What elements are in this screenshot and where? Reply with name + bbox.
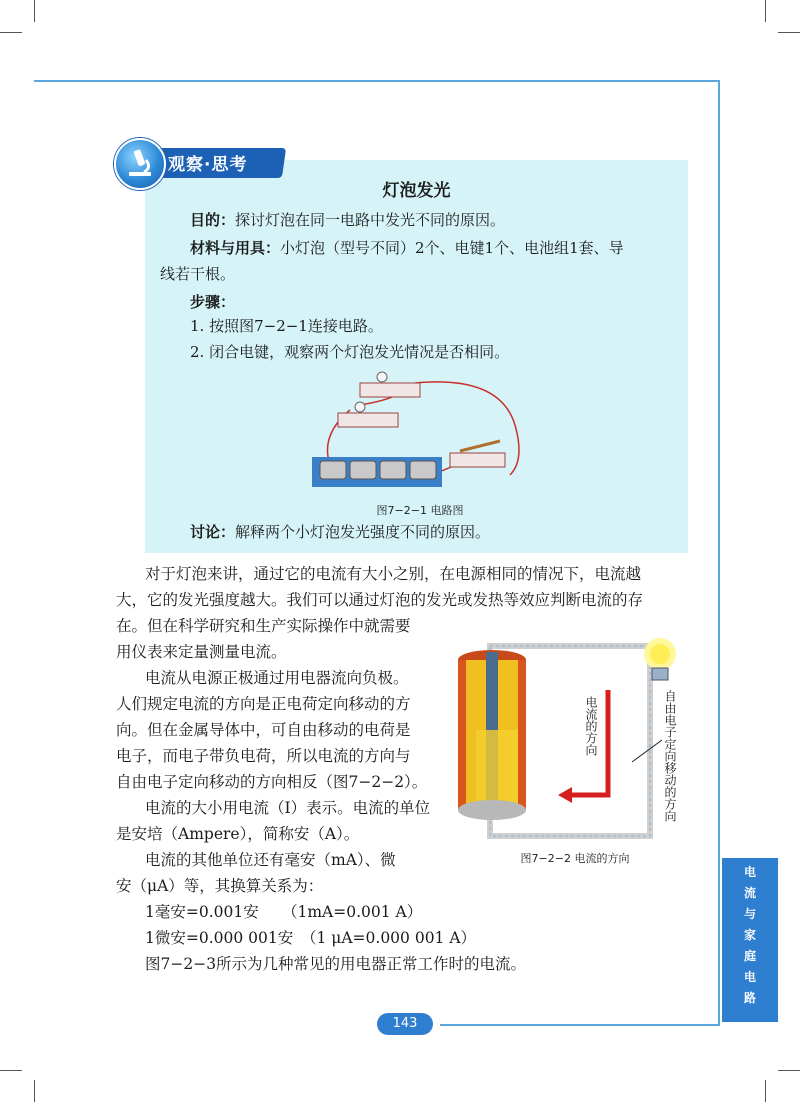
steps-label: 步骤：: [190, 293, 236, 311]
discussion-label: 讨论：: [190, 523, 236, 541]
body-paragraph-line: 用仪表来定量测量电流。: [116, 643, 287, 661]
body-paragraph-line: 对于灯泡来讲，通过它的电流有大小之别，在电源相同的情况下，电流越: [145, 565, 642, 583]
conversion-line: 1毫安=0.001安 （1mA=0.001 A）: [145, 903, 423, 921]
chapter-side-tab: [722, 858, 778, 1022]
body-paragraph-line: 是安培（Ampere），简称安（A）。: [116, 825, 360, 843]
materials-line: [190, 238, 624, 258]
electron-direction-label: 自由电子定向移动的方向: [663, 690, 677, 822]
purpose-label: 目的：: [190, 211, 236, 229]
body-paragraph-line: 自由电子定向移动的方向相反（图7−2−2）。: [116, 773, 428, 791]
side-tab-char: 电: [743, 970, 756, 984]
side-tab-char: 家: [743, 928, 756, 942]
discussion-text: 解释两个小灯泡发光强度不同的原因。: [235, 523, 491, 541]
purpose-line: [190, 210, 505, 230]
body-paragraph-line: 在。但在科学研究和生产实际操作中就需要: [116, 617, 411, 635]
body-paragraph-line: 人们规定电流的方向是正电荷定向移动的方: [116, 695, 411, 713]
discussion-line: [190, 522, 490, 542]
page-frame-bottom: [440, 1024, 720, 1026]
side-tab-char: 流: [743, 886, 756, 900]
crop-mark: [34, 0, 35, 22]
side-tab-char: 电: [743, 865, 756, 879]
page-frame-top: [34, 80, 720, 82]
body-paragraph-line: 电流的大小用电流（I）表示。电流的单位: [145, 799, 431, 817]
crop-mark: [0, 1070, 22, 1071]
body-paragraph-line: 电流的其他单位还有毫安（mA）、微: [145, 851, 396, 869]
crop-mark: [765, 0, 766, 22]
page-frame-right: [718, 80, 720, 1025]
materials-text: 小灯泡（型号不同）2个、电键1个、电池组1套、导: [280, 239, 624, 257]
body-paragraph-line: 向。但在金属导体中，可自由移动的电荷是: [116, 721, 411, 739]
crop-mark: [778, 32, 800, 33]
crop-mark: [0, 32, 22, 33]
step-item: 2. 闭合电键，观察两个灯泡发光情况是否相同。: [190, 343, 510, 361]
body-paragraph-line: 电流从电源正极通过用电器流向负极。: [145, 669, 409, 687]
current-direction-label: 电流的方向: [584, 696, 598, 756]
crop-mark: [765, 1080, 766, 1102]
body-paragraph-line: 电子，而电子带负电荷，所以电流的方向与: [116, 747, 411, 765]
circuit-diagram-figure: [300, 365, 540, 500]
side-tab-char: 与: [743, 907, 756, 921]
step-item: 1. 按照图7−2−1连接电路。: [190, 317, 383, 335]
side-tab-char: 庭: [743, 949, 756, 963]
badge-label: 观察·思考: [168, 155, 248, 175]
figure-caption: 图7−2−1 电路图: [376, 504, 464, 517]
crop-mark: [34, 1080, 35, 1102]
figure-caption: 图7−2−2 电流的方向: [520, 852, 630, 865]
crop-mark: [778, 1070, 800, 1071]
side-tab-char: 路: [743, 991, 756, 1005]
materials-line-2: 线若干根。: [160, 265, 236, 283]
body-paragraph-line: 图7−2−3所示为几种常见的用电器正常工作时的电流。: [145, 955, 527, 973]
body-paragraph-line: 大，它的发光强度越大。我们可以通过灯泡的发光或发热等效应判断电流的存: [116, 591, 644, 609]
materials-label: 材料与用具：: [190, 239, 281, 257]
body-paragraph-line: 安（μA）等，其换算关系为：: [116, 877, 324, 895]
page-number: 143: [377, 1013, 433, 1035]
conversion-line: 1微安=0.000 001安 （1 μA=0.000 001 A）: [145, 929, 477, 947]
activity-title: 灯泡发光: [382, 181, 451, 201]
purpose-text: 探讨灯泡在同一电路中发光不同的原因。: [235, 211, 506, 229]
